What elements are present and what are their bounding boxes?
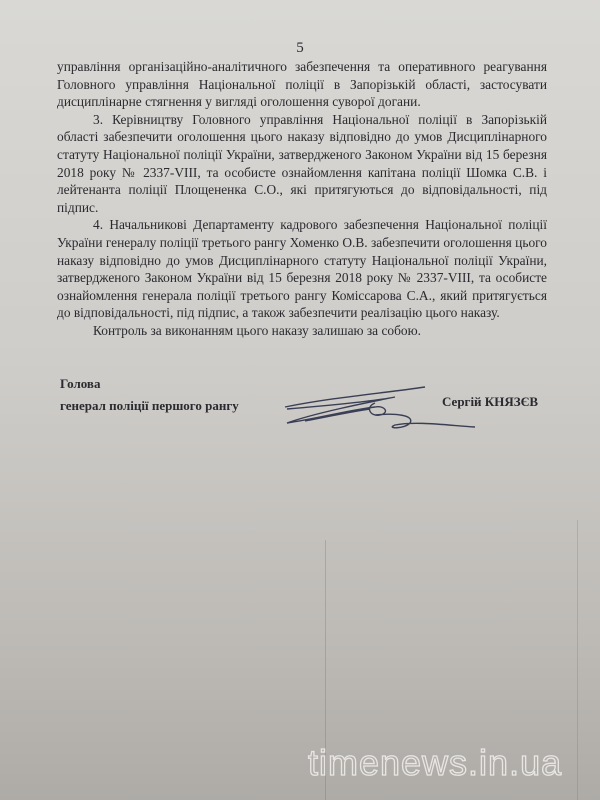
paragraph-continuation: управління організаційно-аналітичного забезпечення та оперативного реагування Головного управління Національної поліції в Запорізькій області, застосувати дисциплінарне стягнення у вигляді оголошення суворої догани. — [57, 59, 547, 110]
paragraph-item-3: 3. Керівництву Головного управління Національної поліції в Запорізькій області забезпечити оголошення цього наказу відповідно до умов Дисциплінарного статуту Національної поліції України, затвердженого Законом України від 15 березня 2018 року № 2337-VIII, та особисте ознайомлення капітана поліції Шомка С.В. і лейтенанта поліції Площененка С.О., які притягуються до відповідальності, під підпис. — [57, 111, 547, 215]
paragraph-control: Контроль за виконанням цього наказу залишаю за собою. — [93, 322, 421, 338]
document-body — [57, 58, 547, 340]
signatory-rank: генерал поліції першого рангу — [60, 398, 239, 413]
paper-fold-line — [577, 520, 578, 800]
paragraph-item-4: 4. Начальникові Департаменту кадрового забезпечення Національної поліції України генералу поліції третього рангу Хоменко О.В. забезпечити оголошення цього наказу відповідно до умов Дисциплінарного статуту Національної поліції України, затвердженого Законом України від 15 березня 2018 року № 2337-VIII, та особисте ознайомлення генерала поліції третього рангу Комісcарова С.А., який притягується до відповідальності, під підпис, а також забезпечити реалізацію цього наказу. — [57, 217, 547, 321]
page-number: 5 — [296, 40, 304, 56]
signatory-title — [60, 373, 239, 417]
signatory-name: Сергій КНЯЗЄВ — [442, 394, 539, 409]
signatory-position: Голова — [60, 376, 101, 391]
watermark: timenews.in.ua — [308, 742, 563, 783]
handwritten-signature-icon — [275, 385, 475, 435]
